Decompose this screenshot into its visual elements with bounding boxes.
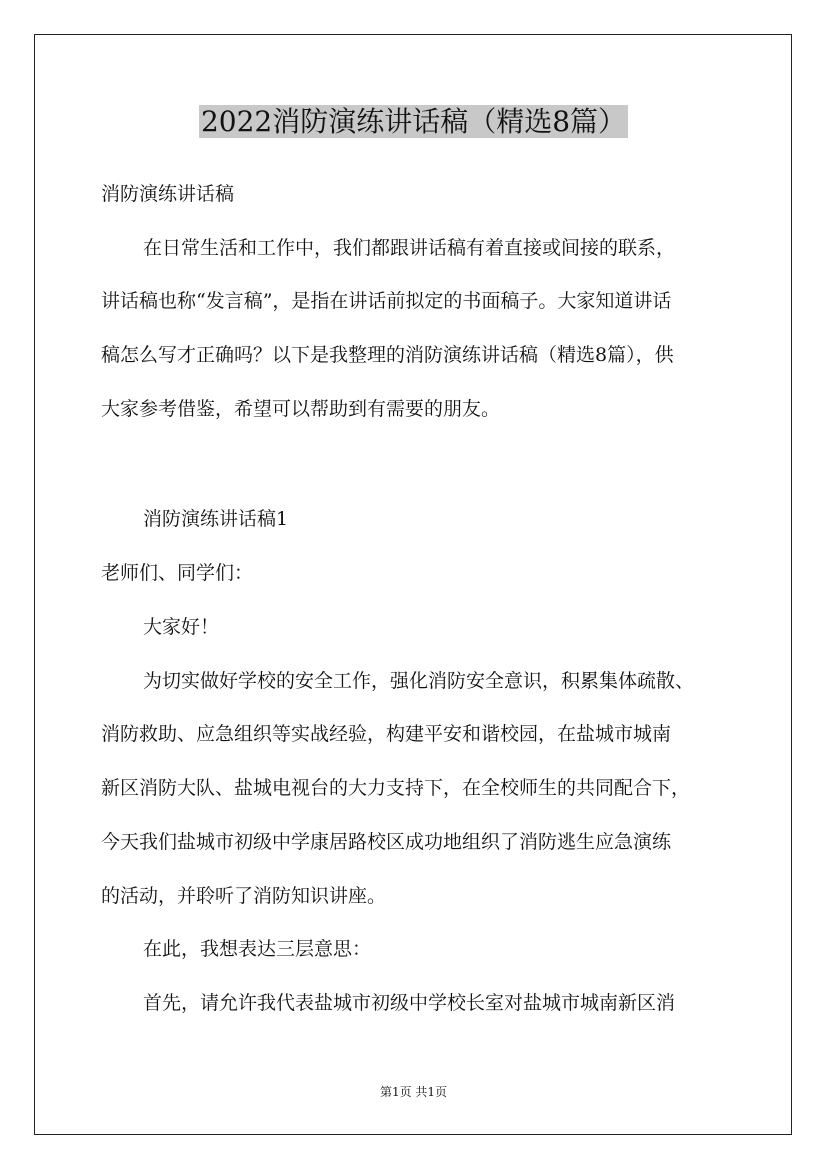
document-title xyxy=(0,102,827,142)
intro-line-2: 讲话稿也称“发言稿”，是指在讲话前拟定的书面稿子。大家知道讲话 xyxy=(101,290,672,312)
first-point-line: 首先，请允许我代表盐城市初级中学校长室对盐城市城南新区消 xyxy=(143,992,676,1014)
body-line-5: 的活动，并聆听了消防知识讲座。 xyxy=(101,885,387,907)
section-heading: 消防演练讲话稿1 xyxy=(143,508,289,530)
body-line-3: 新区消防大队、盐城电视台的大力支持下，在全校师生的共同配合下， xyxy=(101,777,691,799)
body-line-4: 今天我们盐城市初级中学康居路校区成功地组织了消防逃生应急演练 xyxy=(101,831,672,853)
body-line-1: 为切实做好学校的安全工作，强化消防安全意识，积累集体疏散、 xyxy=(143,670,695,692)
page-footer: 第1页 共1页 xyxy=(379,1085,448,1099)
document-title-text: 2022消防演练讲话稿（精选8篇） xyxy=(200,105,627,138)
body-line-2: 消防救助、应急组织等实战经验，构建平安和谐校园，在盐城市城南 xyxy=(101,723,672,745)
statement-line: 在此，我想表达三层意思： xyxy=(143,938,372,960)
intro-line-3: 稿怎么写才正确吗？以下是我整理的消防演练讲话稿（精选8篇），供 xyxy=(101,344,674,366)
greeting: 大家好！ xyxy=(143,616,220,638)
intro-line-4: 大家参考借鉴，希望可以帮助到有需要的朋友。 xyxy=(101,398,501,420)
salutation: 老师们、同学们： xyxy=(101,562,254,584)
document-subtitle: 消防演练讲话稿 xyxy=(101,183,235,205)
intro-line-1: 在日常生活和工作中，我们都跟讲话稿有着直接或间接的联系， xyxy=(143,237,676,259)
